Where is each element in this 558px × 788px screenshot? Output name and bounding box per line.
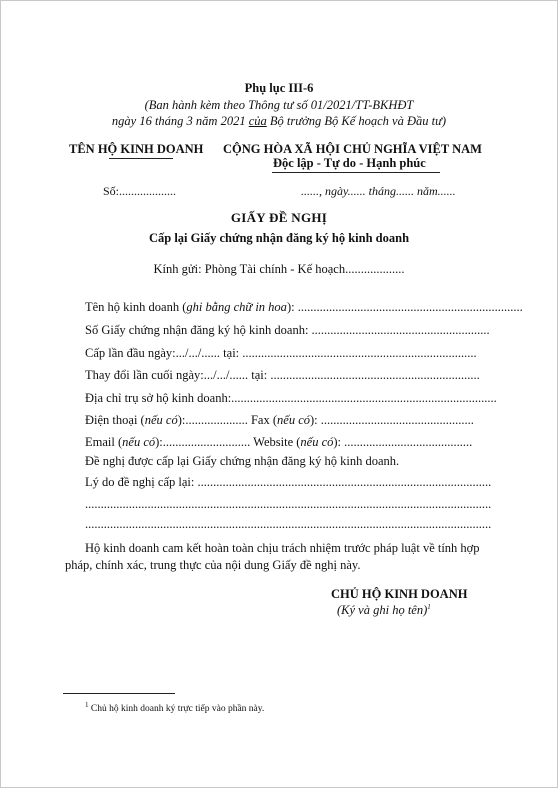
national-motto bbox=[273, 156, 426, 171]
document-subtitle-text: Cấp lại Giấy chứng nhận đăng ký hộ kinh doanh bbox=[148, 231, 410, 245]
field-first-issue-text: Cấp lần đầu ngày:.../.../...... tại: ........................................................................... bbox=[85, 346, 477, 360]
document-number-text: Số:................... bbox=[103, 184, 177, 198]
field-reason-continuation-2-text: .................................................................................................................................. bbox=[85, 517, 492, 531]
field-fax-hint: nếu có bbox=[277, 413, 310, 427]
field-reason bbox=[85, 475, 491, 489]
document-date-field bbox=[301, 184, 456, 199]
field-first-issue bbox=[85, 346, 477, 360]
commitment-line-2-text: pháp, chính xác, trung thực của nội dung Giấy đề nghị này. bbox=[65, 558, 361, 572]
field-email-label: Email ( bbox=[85, 435, 123, 449]
commitment-line-2 bbox=[65, 558, 360, 573]
field-last-change-text: Thay đổi lần cuối ngày:.../.../...... tại: ................................................................... bbox=[85, 368, 480, 382]
field-fax-label: ):.................... Fax ( bbox=[177, 413, 278, 427]
request-statement bbox=[85, 454, 399, 468]
document-date-text: ......, ngày...... tháng...... năm...... bbox=[301, 184, 456, 198]
field-reason-continuation-2 bbox=[85, 517, 491, 531]
business-name-heading-c: DOANH bbox=[153, 142, 204, 156]
field-reason-text: Lý do đề nghị cấp lại: .............................................................................................. bbox=[85, 475, 492, 489]
field-business-name-label: Tên hộ kinh doanh ( bbox=[85, 300, 187, 314]
field-website-blank: ): ......................................... bbox=[333, 435, 473, 449]
field-phone-hint: nếu có bbox=[144, 413, 178, 427]
business-name-underline bbox=[109, 158, 173, 159]
issuance-note-line-2 bbox=[1, 114, 557, 129]
republic-heading-text: CỘNG HÒA XÃ HỘI CHỦ NGHĨA VIỆT NAM bbox=[223, 142, 482, 156]
field-phone-fax bbox=[85, 413, 474, 427]
issuance-note-text-2d: Bộ Kế hoạch và Đầu tư) bbox=[321, 114, 447, 128]
issuance-note-text-1: (Ban hành kèm theo Thông tư số 01/2021/TT-BKHĐT bbox=[144, 98, 414, 112]
footnote-reference: 1 bbox=[427, 602, 431, 611]
recipient-line bbox=[1, 262, 557, 277]
field-phone-label: Điện thoại ( bbox=[85, 413, 145, 427]
business-name-heading-a: TÊN bbox=[69, 142, 98, 156]
field-email-hint: nếu có bbox=[122, 435, 156, 449]
recipient-text: Kính gửi: Phòng Tài chính - Kế hoạch................... bbox=[153, 262, 405, 276]
footnote-mark: 1 bbox=[85, 700, 89, 709]
field-business-name-hint: ghi bằng chữ in hoa bbox=[186, 300, 287, 314]
owner-signature-note bbox=[337, 603, 431, 618]
field-certificate-number-text: Số Giấy chứng nhận đăng ký hộ kinh doanh: ......................................................... bbox=[85, 323, 490, 337]
commitment-line-1-text: Hộ kinh doanh cam kết hoàn toàn chịu trách nhiệm trước pháp luật về tính hợp bbox=[85, 541, 480, 555]
document-subtitle bbox=[1, 231, 557, 246]
footnote bbox=[85, 700, 265, 714]
field-business-name bbox=[85, 300, 523, 314]
document-number-field bbox=[103, 184, 176, 199]
field-website-label: ):............................ Website ( bbox=[155, 435, 301, 449]
field-fax-blank: ): ................................................. bbox=[310, 413, 474, 427]
appendix-title-text: Phụ lục III-6 bbox=[244, 81, 314, 95]
footnote-separator bbox=[63, 693, 175, 694]
field-business-name-blank: ): ........................................................................ bbox=[286, 300, 523, 314]
field-head-office-address-text: Địa chỉ trụ sở hộ kinh doanh:..................................................................................... bbox=[85, 391, 497, 405]
footnote-text: Chủ hộ kinh doanh ký trực tiếp vào phần này. bbox=[88, 704, 265, 714]
field-last-change bbox=[85, 368, 480, 382]
field-certificate-number bbox=[85, 323, 490, 337]
business-name-heading-b: HỘ KINH bbox=[97, 142, 154, 156]
owner-signature-note-text: (Ký và ghi họ tên) bbox=[337, 603, 428, 617]
field-head-office-address bbox=[85, 391, 497, 405]
document-title-text: GIẤY ĐỀ NGHỊ bbox=[230, 210, 328, 225]
request-statement-text: Đề nghị được cấp lại Giấy chứng nhận đăng ký hộ kinh doanh. bbox=[85, 454, 400, 468]
issuance-note-text-2c: Bộ trưởng bbox=[266, 114, 322, 128]
document-title bbox=[1, 210, 557, 226]
owner-signature-title-text: CHỦ HỘ KINH DOANH bbox=[331, 587, 468, 601]
issuance-note-text-2b: của bbox=[248, 114, 267, 128]
issuance-note-line-1 bbox=[1, 98, 557, 113]
field-website-hint: nếu có bbox=[300, 435, 334, 449]
field-email-website bbox=[85, 435, 472, 449]
field-reason-continuation-1-text: .................................................................................................................................. bbox=[85, 497, 492, 511]
republic-heading bbox=[223, 142, 482, 157]
motto-underline bbox=[272, 172, 440, 173]
issuance-note-text-2a: ngày 16 tháng 3 năm 2021 bbox=[111, 114, 249, 128]
owner-signature-title bbox=[331, 587, 467, 602]
appendix-title bbox=[1, 81, 557, 96]
business-name-heading bbox=[69, 142, 203, 157]
national-motto-text: Độc lập - Tự do - Hạnh phúc bbox=[273, 156, 426, 170]
field-reason-continuation-1 bbox=[85, 497, 491, 511]
commitment-line-1 bbox=[85, 541, 480, 556]
